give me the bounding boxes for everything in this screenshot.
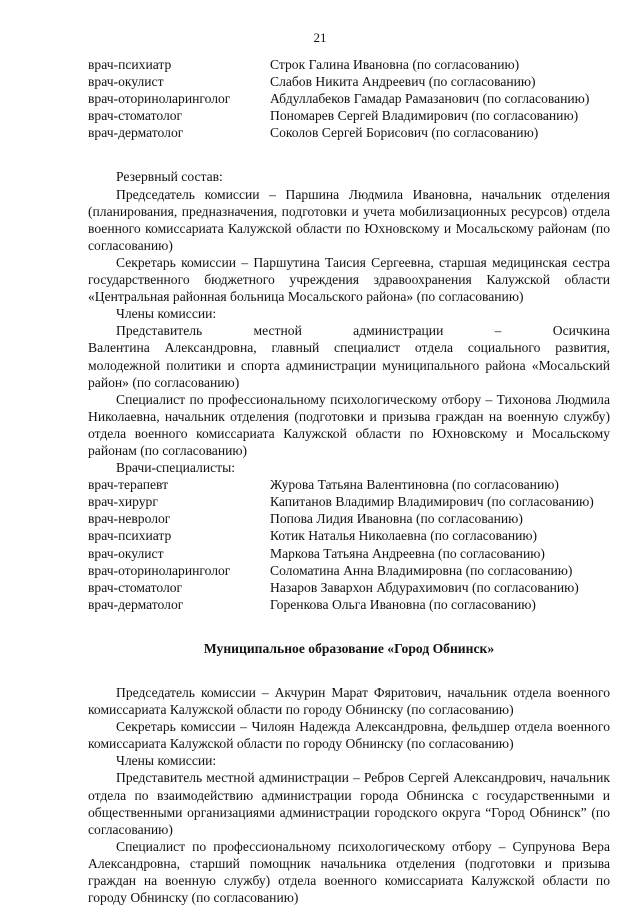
doctor-role: врач-стоматолог (88, 108, 183, 124)
doctor-row (88, 493, 610, 510)
doctor-role: врач-оториноларинголог (88, 91, 231, 107)
doctor-person: Попова Лидия Ивановна (по согласованию) (270, 511, 523, 527)
doctor-row (88, 107, 610, 124)
doctor-row (88, 73, 610, 90)
doctor-row (88, 579, 610, 596)
doctor-person: Маркова Татьяна Андреевна (по согласованию) (270, 545, 545, 561)
doctor-row (88, 510, 610, 527)
doctor-role: врач-окулист (88, 545, 164, 561)
reserve-specialist: Специалист по профессиональному психологическому отбору – Тихонова Людмила Николаевна, начальник отделения (подготовки и призыва граждан на военную службу) отдела военного комиссариата Калужской области по Юхновскому и Мосальскому районам (по согласованию) (88, 391, 610, 458)
doctor-role: врач-психиатр (88, 57, 172, 72)
page-number: 21 (313, 30, 327, 45)
reserve-members-label: Члены комиссии: (116, 306, 217, 322)
doctor-row (88, 527, 610, 544)
doctor-person: Назаров Завархон Абдурахимович (по согласованию) (270, 579, 579, 595)
rep-word: – (494, 323, 502, 339)
section-heading: Муниципальное образование «Город Обнинск» (203, 640, 495, 656)
reserve-doctors-label: Врачи-специалисты: (116, 460, 235, 476)
obninsk-members-label: Члены комиссии: (116, 753, 217, 769)
reserve-representative: Валентина Александровна, главный специалист отдела социального развития, молодежной политики и спорта администрации муниципального района «Мосальский район» (по согласованию) (88, 340, 610, 390)
doctor-person: Соломатина Анна Владимировна (по согласованию) (270, 562, 573, 578)
doctor-role: врач-терапевт (88, 477, 169, 493)
reserve-doctors-list (88, 476, 610, 613)
doctor-person: Абдуллабеков Гамадар Рамазанович (по согласованию) (270, 91, 590, 107)
doctor-row (88, 562, 610, 579)
doctor-person: Строк Галина Ивановна (по согласованию) (270, 57, 520, 72)
doctor-role: врач-дерматолог (88, 596, 184, 612)
doctor-row (88, 90, 610, 107)
doctor-role: врач-дерматолог (88, 125, 184, 141)
doctor-row (88, 56, 610, 73)
obninsk-representative: Представитель местной администрации – Ребров Сергей Александрович, начальник отдела по взаимодействию администрации города Обнинска с государственными и общественными организациями администрации городского округа “Город Обнинск” (по согласованию) (88, 770, 610, 837)
obninsk-secretary: Секретарь комиссии – Чилоян Надежда Александровна, фельдшер отдела военного комиссариата Калужской области по городу Обнинску (по согласованию) (88, 719, 610, 752)
doctor-role: врач-хирург (88, 494, 158, 510)
rep-word: Осичкина (552, 323, 610, 339)
reserve-secretary: Секретарь комиссии – Паршутина Таисия Сергеевна, старшая медицинская сестра государственного бюджетного учреждения здравоохранения Калужской области «Центральная районная больница Мосальского района» (по согласованию) (88, 254, 610, 305)
reserve-representative-line (88, 322, 610, 339)
doctor-role: врач-окулист (88, 74, 164, 90)
document-body (88, 56, 610, 906)
doctor-person: Горенкова Ольга Ивановна (по согласованию) (270, 596, 536, 612)
doctor-row (88, 545, 610, 562)
doctor-person: Журова Татьяна Валентиновна (по согласованию) (270, 477, 559, 493)
obninsk-specialist: Специалист по профессиональному психологическому отбору – Супрунова Вера Александровна, старший помощник начальника отделения (подготовки и призыва граждан на военную службу) отдела военного комиссариата Калужской области по городу Обнинску (по согласованию) (88, 838, 610, 906)
reserve-chairman: Председатель комиссии – Паршина Людмила Ивановна, начальник отделения (планирования, предназначения, подготовки и учета мобилизационных ресурсов) отдела военного комиссариата Калужской области по Юхновскому и Мосальскому районам (по согласованию) (88, 186, 610, 253)
doctor-person: Слабов Никита Андреевич (по согласованию) (270, 74, 536, 90)
reserve-heading: Резервный состав: (116, 169, 223, 185)
rep-word: местной (253, 323, 302, 339)
doctor-row (88, 124, 610, 141)
doctor-row (88, 476, 610, 493)
top-doctors-list (88, 56, 610, 141)
doctor-role: врач-невролог (88, 511, 171, 527)
doctor-person: Пономарев Сергей Владимирович (по согласованию) (270, 108, 579, 124)
rep-word: Представитель (116, 323, 203, 339)
rep-word: администрации (353, 323, 444, 339)
doctor-person: Котик Наталья Николаевна (по согласованию) (270, 528, 538, 544)
doctor-role: врач-оториноларинголог (88, 562, 231, 578)
obninsk-chairman: Председатель комиссии – Акчурин Марат Фяритович, начальник отдела военного комиссариата Калужской области по городу Обнинску (по согласованию) (88, 685, 610, 718)
doctor-role: врач-психиатр (88, 528, 172, 544)
doctor-role: врач-стоматолог (88, 579, 183, 595)
doctor-row (88, 596, 610, 613)
doctor-person: Соколов Сергей Борисович (по согласованию) (270, 125, 539, 141)
doctor-person: Капитанов Владимир Владимирович (по согласованию) (270, 494, 594, 510)
